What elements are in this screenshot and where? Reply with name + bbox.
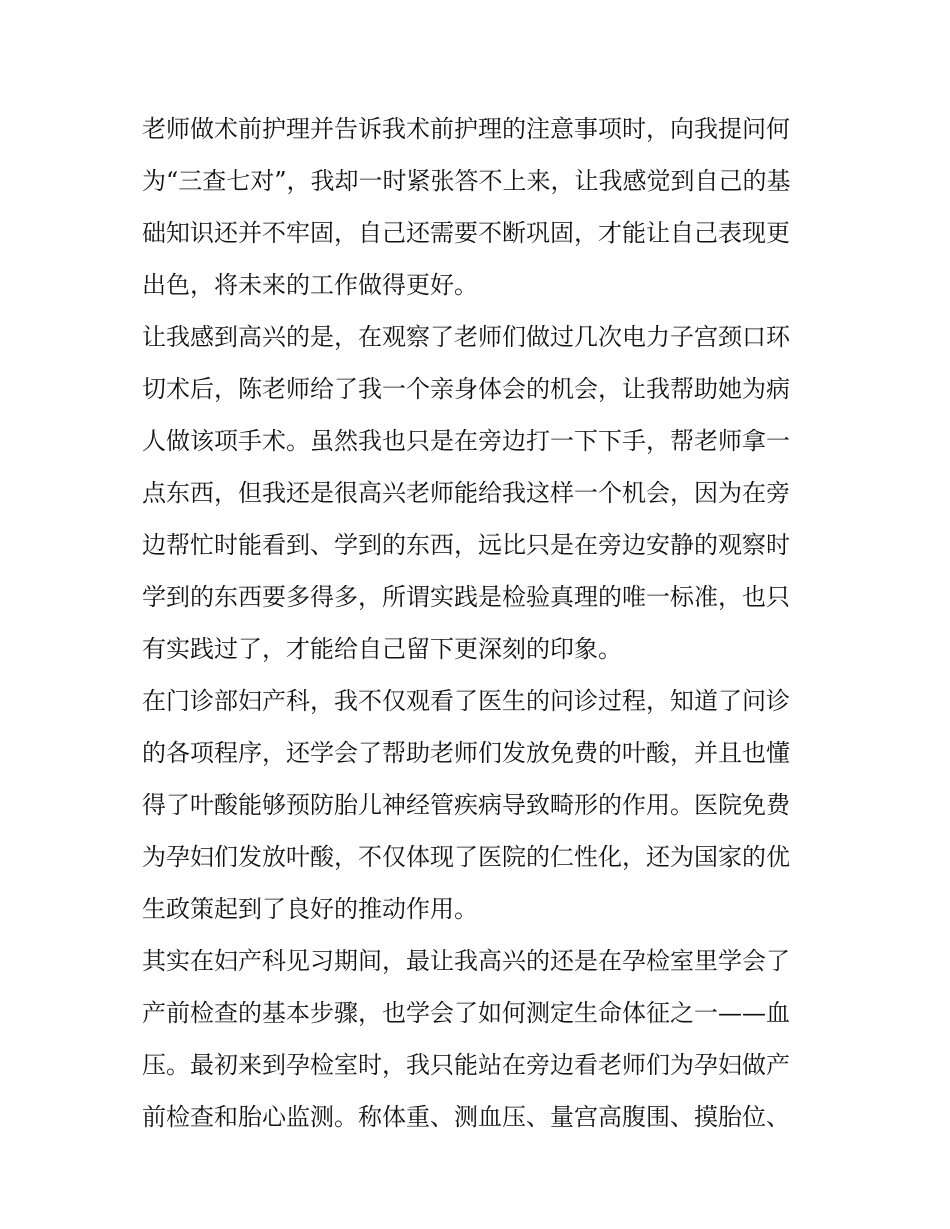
text-line: 础知识还并不牢固，自己还需要不断巩固，才能让自己表现更 [142, 219, 790, 247]
text-line: 生政策起到了良好的推动作用。 [142, 895, 478, 923]
text-line: 让我感到高兴的是，在观察了老师们做过几次电力子宫颈口环 [142, 323, 790, 351]
text-line: 的各项程序，还学会了帮助老师们发放免费的叶酸，并且也懂 [142, 739, 790, 767]
text-line: 有实践过了，才能给自己留下更深刻的印象。 [142, 635, 622, 663]
text-line: 为“三查七对”，我却一时紧张答不上来，让我感觉到自己的基 [142, 167, 791, 195]
text-line: 为孕妇们发放叶酸，不仅体现了医院的仁性化，还为国家的优 [142, 843, 790, 871]
text-line: 产前检查的基本步骤，也学会了如何测定生命体征之一——血 [142, 999, 790, 1027]
text-line: 出色，将未来的工作做得更好。 [142, 271, 478, 299]
text-line: 得了叶酸能够预防胎儿神经管疾病导致畸形的作用。医院免费 [142, 791, 790, 819]
text-line: 在门诊部妇产科，我不仅观看了医生的问诊过程，知道了问诊 [142, 687, 790, 715]
text-line: 学到的东西要多得多，所谓实践是检验真理的唯一标准，也只 [142, 583, 790, 611]
text-line: 老师做术前护理并告诉我术前护理的注意事项时，向我提问何 [142, 115, 790, 143]
paragraph-1 [142, 103, 814, 311]
paragraph-2 [142, 311, 814, 675]
text-line: 人做该项手术。虽然我也只是在旁边打一下下手，帮老师拿一 [142, 427, 790, 455]
document-page [142, 103, 814, 1143]
text-line: 其实在妇产科见习期间，最让我高兴的还是在孕检室里学会了 [142, 947, 790, 975]
text-line: 压。最初来到孕检室时，我只能站在旁边看老师们为孕妇做产 [142, 1051, 790, 1079]
text-line: 切术后，陈老师给了我一个亲身体会的机会，让我帮助她为病 [142, 375, 790, 403]
paragraph-3 [142, 675, 814, 935]
text-line: 边帮忙时能看到、学到的东西，远比只是在旁边安静的观察时 [142, 531, 790, 559]
text-line: 点东西，但我还是很高兴老师能给我这样一个机会，因为在旁 [142, 479, 790, 507]
paragraph-4 [142, 935, 814, 1143]
text-line: 前检查和胎心监测。称体重、测血压、量宫高腹围、摸胎位、 [142, 1103, 790, 1131]
